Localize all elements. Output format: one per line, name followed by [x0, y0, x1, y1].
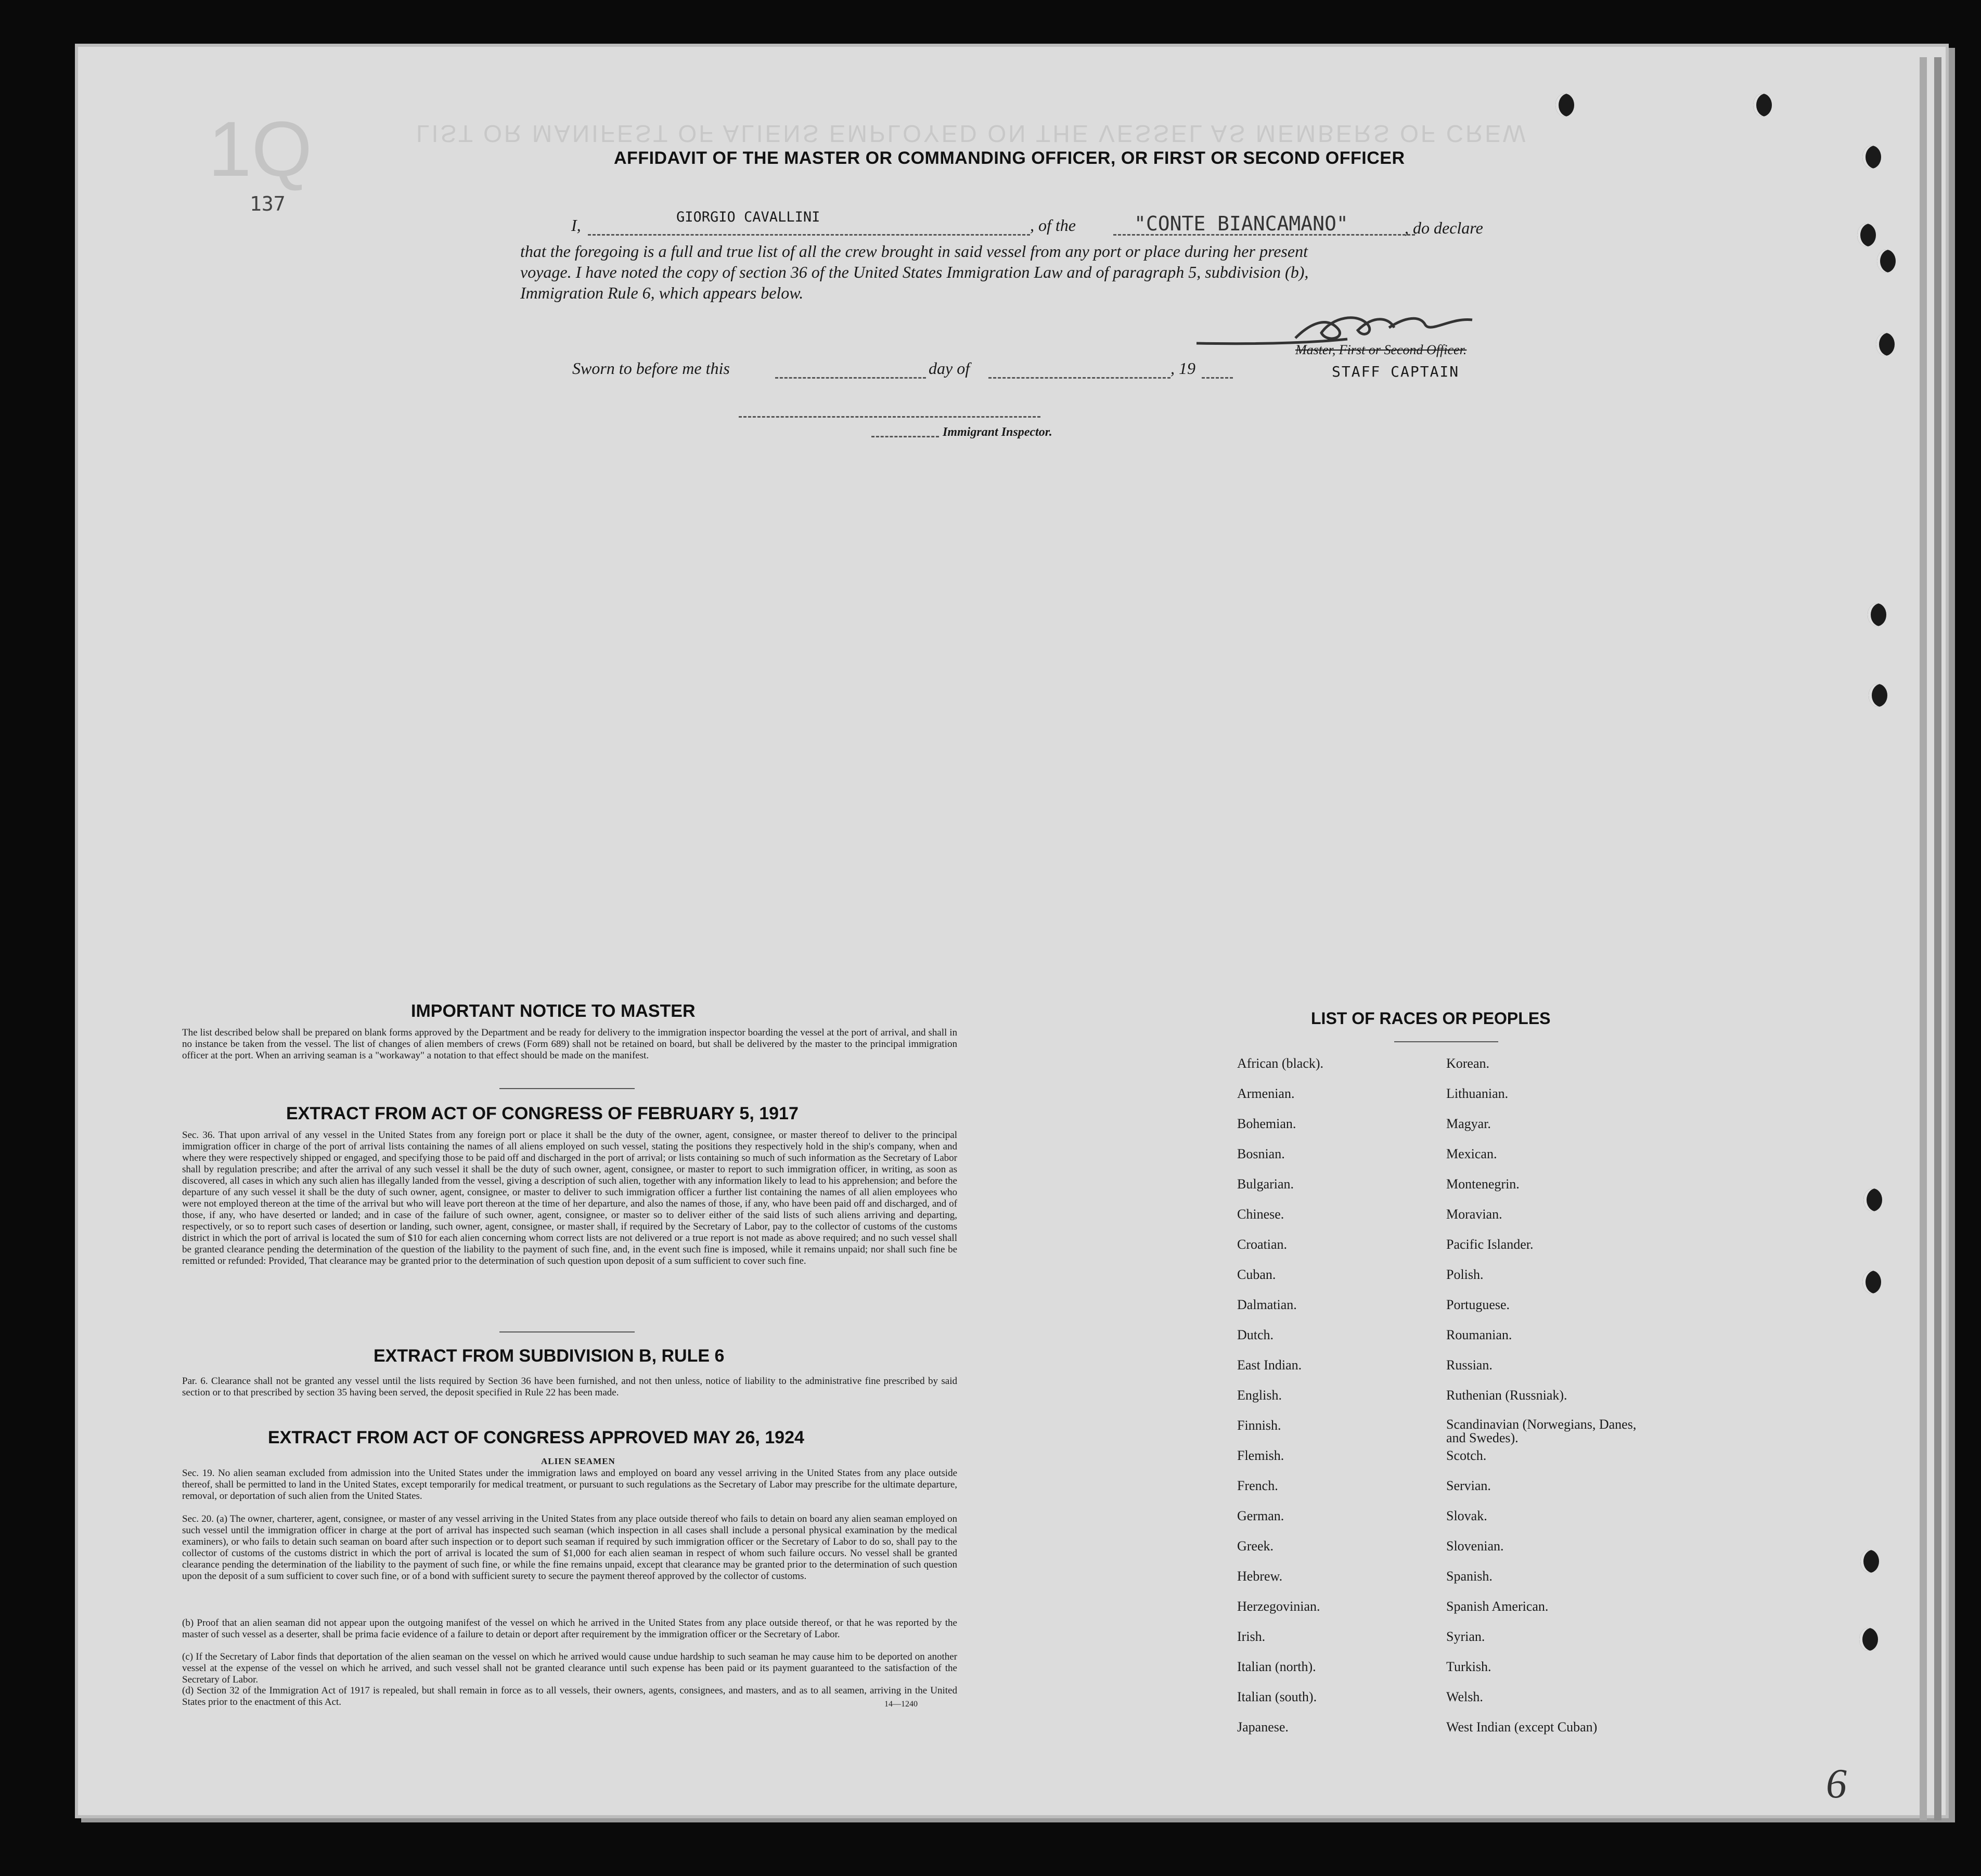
- race-item: Croatian.: [1237, 1237, 1288, 1252]
- race-item: Bohemian.: [1237, 1116, 1296, 1131]
- race-item: Armenian.: [1237, 1086, 1295, 1101]
- race-item: Turkish.: [1446, 1659, 1491, 1674]
- inspector-signature-line: [739, 416, 1040, 418]
- extract-1924-title: EXTRACT FROM ACT OF CONGRESS APPROVED MAY 26, 1924: [268, 1428, 804, 1447]
- race-item: Herzegovinian.: [1237, 1599, 1320, 1614]
- divider: [499, 1331, 635, 1332]
- race-item: Roumanian.: [1446, 1327, 1512, 1342]
- race-item: Cuban.: [1237, 1267, 1276, 1282]
- race-item: Hebrew.: [1237, 1569, 1283, 1584]
- punch-hole: [1876, 333, 1895, 356]
- sec-20d-text: (d) Section 32 of the Immigration Act of 1917 is repealed, but shall remain in force as to all vessels, their owners, agents, consignees, and masters, and as to all seamen, arriving in the United States prior to the enactment of this Act.: [182, 1685, 957, 1707]
- race-item: Finnish.: [1237, 1418, 1281, 1433]
- corner-mark: 137: [250, 192, 286, 215]
- alien-seamen-subtitle: ALIEN SEAMEN: [541, 1456, 615, 1466]
- affidavit-line-2: that the foregoing is a full and true list of all the crew brought in said vessel from any port or place during her present: [520, 242, 1308, 261]
- do-declare-text: , do declare: [1405, 218, 1483, 237]
- affidavit-line-4: Immigration Rule 6, which appears below.: [520, 283, 804, 302]
- day-of-text: day of: [929, 359, 970, 378]
- race-item: Magyar.: [1446, 1116, 1491, 1131]
- race-item: Slovenian.: [1446, 1538, 1504, 1554]
- race-item: Portuguese.: [1446, 1297, 1510, 1312]
- extract-1917-title: EXTRACT FROM ACT OF CONGRESS OF FEBRUARY 5, 1917: [286, 1104, 799, 1123]
- year-text: , 19: [1170, 359, 1195, 378]
- sworn-day-line: [775, 377, 926, 379]
- vessel-name: "CONTE BIANCAMANO": [1134, 212, 1348, 235]
- form-number: 14—1240: [884, 1700, 918, 1709]
- divider: [499, 1088, 635, 1089]
- page-number-mark: 1Q: [208, 105, 313, 192]
- races-title: LIST OF RACES OR PEOPLES: [1311, 1009, 1551, 1028]
- punch-hole: [1862, 1271, 1881, 1293]
- race-item: Bulgarian.: [1237, 1176, 1294, 1192]
- page-edge: [1920, 57, 1927, 1820]
- race-item: English.: [1237, 1388, 1282, 1403]
- race-item: Dutch.: [1237, 1327, 1274, 1342]
- race-item: Japanese.: [1237, 1719, 1289, 1735]
- race-item: Scandinavian (Norwegians, Danes, and Swedes).: [1446, 1417, 1637, 1445]
- sec-20b-text: (b) Proof that an alien seaman did not appear upon the outgoing manifest of the vessel on which he arrived in the United States from any place outside thereof, or that he was reported by the master of such vessel as a deserter, shall be prima facie evidence of a failure to detain or deport after requirement by the immigration officer or the Secretary of Labor.: [182, 1618, 957, 1640]
- race-item: Polish.: [1446, 1267, 1484, 1282]
- race-item: Lithuanian.: [1446, 1086, 1509, 1101]
- race-item: Slovak.: [1446, 1508, 1487, 1523]
- race-item: Italian (south).: [1237, 1689, 1317, 1704]
- punch-hole: [1859, 1628, 1878, 1651]
- race-item: Italian (north).: [1237, 1659, 1316, 1674]
- race-item: Greek.: [1237, 1538, 1274, 1554]
- notice-body: The list described below shall be prepared on blank forms approved by the Department and be ready for delivery to the immigration inspector boarding the vessel at the port of arrival, and shall in no instance be taken from the vessel. The list of changes of alien members of crews (Form 689) shall not be retained on board, but shall be delivered by the master to the principal immigration officer at the port. When an arriving seaman is a "workaway" a notation to that effect should be made on the manifest.: [182, 1027, 957, 1061]
- race-item: Pacific Islander.: [1446, 1237, 1534, 1252]
- race-item: Irish.: [1237, 1629, 1266, 1644]
- race-item: Chinese.: [1237, 1207, 1284, 1222]
- subdivision-title: EXTRACT FROM SUBDIVISION B, RULE 6: [374, 1346, 725, 1366]
- race-item: Servian.: [1446, 1478, 1491, 1493]
- pencil-number: 6: [1826, 1761, 1847, 1807]
- affidavit-title: AFFIDAVIT OF THE MASTER OR COMMANDING OFFICER, OR FIRST OR SECOND OFFICER: [614, 148, 1405, 168]
- punch-hole: [1862, 146, 1881, 169]
- punch-hole: [1857, 224, 1876, 247]
- race-item: Dalmatian.: [1237, 1297, 1297, 1312]
- inspector-caption: Immigrant Inspector.: [943, 425, 1052, 439]
- inspector-short-line: [871, 436, 939, 437]
- staff-captain-stamp: STAFF CAPTAIN: [1332, 363, 1460, 380]
- race-item: West Indian (except Cuban): [1446, 1719, 1598, 1735]
- punch-hole: [1869, 684, 1887, 707]
- master-name: GIORGIO CAVALLINI: [676, 209, 820, 225]
- of-the-text: , of the: [1030, 216, 1076, 235]
- year-line: [1202, 377, 1233, 379]
- name-line: [588, 234, 1030, 236]
- affidavit-i: I,: [571, 216, 581, 235]
- sworn-month-line: [988, 377, 1170, 379]
- race-item: Bosnian.: [1237, 1146, 1285, 1161]
- race-item: Spanish American.: [1446, 1599, 1549, 1614]
- race-item: African (black).: [1237, 1056, 1324, 1071]
- race-item: French.: [1237, 1478, 1278, 1493]
- race-item: Spanish.: [1446, 1569, 1493, 1584]
- race-item: Mexican.: [1446, 1146, 1497, 1161]
- race-item: Flemish.: [1237, 1448, 1284, 1463]
- page-edge: [1934, 57, 1941, 1820]
- race-item: Montenegrin.: [1446, 1176, 1520, 1192]
- sworn-text: Sworn to before me this: [572, 359, 730, 378]
- sec-20a-text: Sec. 20. (a) The owner, charterer, agent, consignee, or master of any vessel arriving in the United States from any place outside thereof who fails to detain on board any alien seaman employed on such vessel until the immigration officer in charge at the port of arrival has inspected such seaman (which inspection in all cases shall include a personal physical examination by the medical examiners), or who fails to detain such seaman on board after such inspection or to deport such seaman if required by such immigration officer or the Secretary of Labor to do so, shall pay to the collector of customs of the customs district in which the port of arrival is located the sum of $1,000 for each alien seaman in respect of whom such failure occurs. No vessel shall be granted clearance pending the determination of the liability to the payment of such fine, or while the fine remains unpaid, except that clearance may be granted prior to the determination of such question upon the deposit of a sum sufficient to cover such fine, or of a bond with sufficient surety to secure the payment thereof approved by the collector of customs.: [182, 1513, 957, 1582]
- race-item: East Indian.: [1237, 1357, 1302, 1373]
- subdivision-body: Par. 6. Clearance shall not be granted any vessel until the lists required by Section 36 have been furnished, and not then unless, notice of liability to the administrative fine prescribed by said section or to that prescribed by section 35 having been served, the deposit specified in Rule 22 has been made.: [182, 1376, 957, 1398]
- divider: [1394, 1041, 1498, 1042]
- race-item: Korean.: [1446, 1056, 1490, 1071]
- signature-caption: Master, First or Second Officer.: [1295, 342, 1467, 357]
- sec-20c-text: (c) If the Secretary of Labor finds that deportation of the alien seaman on the vessel on which he arrived would cause undue hardship to such seaman he may cause him to be deported on another vessel at the expense of the vessel on which he arrived, and such vessel shall not be granted clearance until such expense has been paid or its payment guaranteed to the satisfaction of the Secretary of Labor.: [182, 1651, 957, 1685]
- affidavit-line-3: voyage. I have noted the copy of section 36 of the United States Immigration Law and of paragraph 5, subdivision (b),: [520, 263, 1309, 281]
- notice-title: IMPORTANT NOTICE TO MASTER: [411, 1001, 696, 1021]
- race-item: Syrian.: [1446, 1629, 1485, 1644]
- punch-hole: [1863, 1188, 1882, 1211]
- race-item: Welsh.: [1446, 1689, 1483, 1704]
- bleed-through-heading: LIST OR MANIFEST OF ALIENS EMPLOYED ON THE VESSEL AS MEMBERS OF CREW: [416, 120, 1528, 147]
- punch-hole: [1860, 1550, 1879, 1573]
- sec-19-text: Sec. 19. No alien seaman excluded from admission into the United States under the immigration laws and employed on board any vessel arriving in the United States from any place outside thereof, shall be permitted to land in the United States, except temporarily for medical treatment, or pursuant to such regulations as the Secretary of Labor may prescribe for the ultimate departure, removal, or deportation of such alien from the United States.: [182, 1468, 957, 1502]
- race-item: Ruthenian (Russniak).: [1446, 1388, 1567, 1403]
- punch-hole: [1868, 603, 1886, 626]
- extract-1917-body: Sec. 36. That upon arrival of any vessel in the United States from any foreign port or place it shall be the duty of the owner, agent, consignee, or master thereof to deliver to the principal immigration officer in charge of the port of arrival lists containing the names of all aliens employed on such vessel, stating the positions they respectively hold in the ship's company, when and where they were respectively shipped or engaged, and specifying those to be paid off and discharged in the port of arrival; or lists containing so much of such information as the Secretary of Labor shall by regulation prescribe; and after the arrival of any such vessel it shall be the duty of such owner, agent, consignee, or master to report to such immigration officer, in writing, as soon as discovered, all cases in which any such alien has illegally landed from the vessel, giving a description of such alien, together with any information likely to lead to his apprehension; and before the departure of any such vessel it shall be the duty of such owner, agent, consignee, or master to deliver to such immigration officer a further list containing the names of all alien employees who were not employed thereon at the time of the arrival but who will leave port thereon at the time of her departure, and also the names of those, if any, who have been paid off and discharged, and of those, if any, who have deserted or landed; and in case of the failure of such owner, agent, consignee, or master so to deliver either of the said lists of such aliens arriving and departing, respectively, or so to report such cases of desertion or landing, such owner, agent, consignee, or master shall, if required by the Secretary of Labor, pay to the collector of customs of the customs district in which the port of arrival is located the sum of $10 for each alien concerning whom correct lists are not delivered or a true report is not made as above required; and no such vessel shall be granted clearance pending the determination of the question of the liability to the payment of such fine, and, in the event such fine is imposed, while it remains unpaid; nor shall such fine be remitted or refunded: Provided, That clearance may be granted prior to the determination of such question upon deposit of a sum sufficient to cover such fine.: [182, 1130, 957, 1266]
- punch-hole: [1555, 94, 1574, 117]
- punch-hole: [1753, 94, 1772, 117]
- race-item: German.: [1237, 1508, 1284, 1523]
- race-item: Scotch.: [1446, 1448, 1487, 1463]
- race-item: Russian.: [1446, 1357, 1493, 1373]
- race-item: Moravian.: [1446, 1207, 1502, 1222]
- punch-hole: [1877, 250, 1896, 273]
